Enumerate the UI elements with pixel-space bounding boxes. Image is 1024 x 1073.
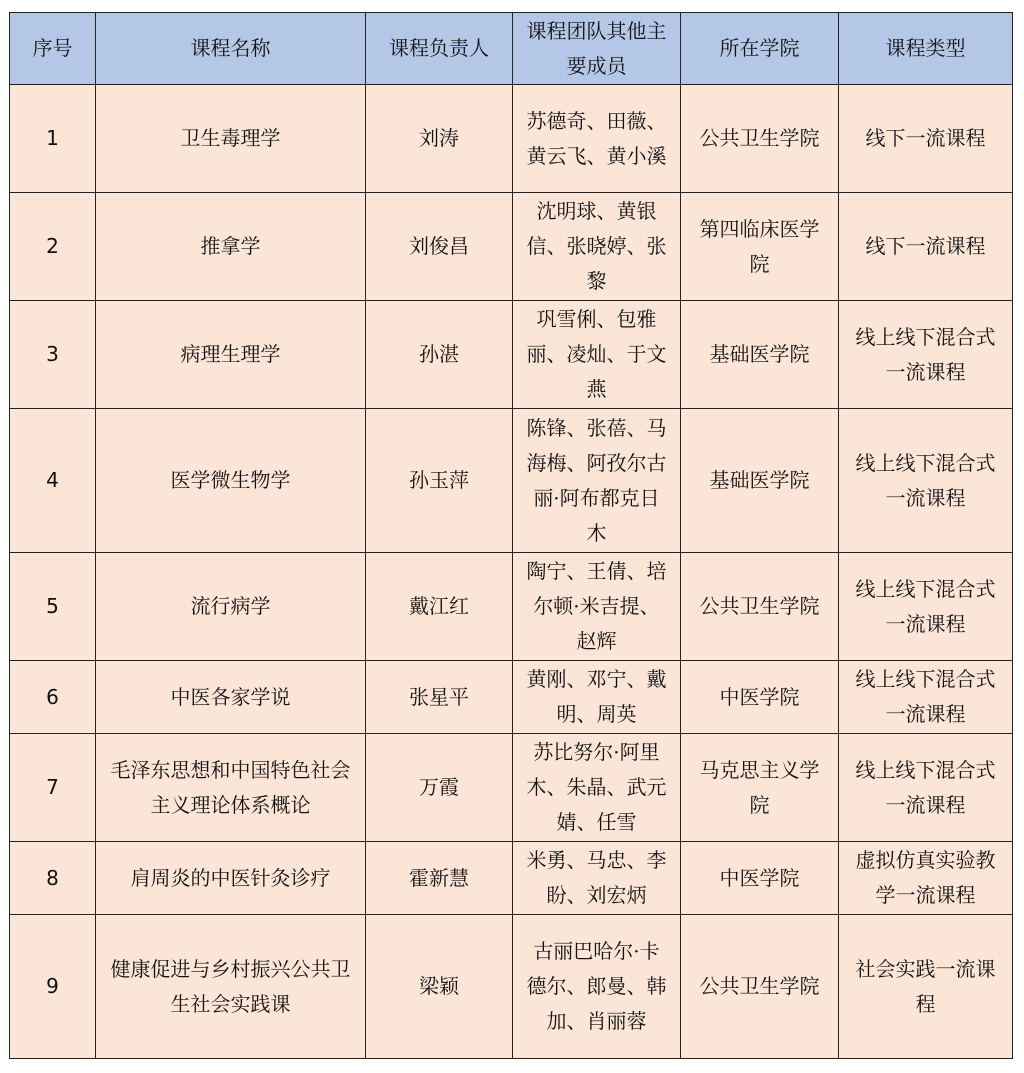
- course-name-text: 健康促进与乡村振兴公共卫生社会实践课: [110, 956, 351, 1016]
- course-table-container: [9, 12, 1013, 1059]
- table-row: [10, 85, 1013, 193]
- college-text: 第四临床医学院: [699, 216, 820, 276]
- cell-leader: 霍新慧: [366, 842, 513, 915]
- cell-team-members: [513, 193, 681, 301]
- college-text: 公共卫生学院: [699, 974, 820, 998]
- cell-course-name: 病理生理学: [96, 301, 366, 409]
- course-type-text: 线上线下混合式一流课程: [855, 450, 996, 510]
- cell-college: [681, 553, 839, 661]
- cell-college: [681, 915, 839, 1059]
- cell-course-name: 肩周炎的中医针灸诊疗: [96, 842, 366, 915]
- cell-leader: 刘涛: [366, 85, 513, 193]
- cell-team-members: [513, 915, 681, 1059]
- course-type-text: 线下一流课程: [865, 126, 986, 150]
- cell-leader: 刘俊昌: [366, 193, 513, 301]
- header-team-members: [513, 13, 681, 85]
- team-members-text: 苏德奇、田薇、黄云飞、黄小溪: [526, 108, 667, 168]
- course-type-text: 线上线下混合式一流课程: [855, 576, 996, 636]
- cell-course-name: [96, 915, 366, 1059]
- team-members-text: 米勇、马忠、李盼、刘宏炳: [526, 848, 667, 907]
- cell-college: [681, 409, 839, 553]
- table-row: [10, 409, 1013, 553]
- table-row: [10, 842, 1013, 915]
- cell-seq: 6: [10, 661, 96, 734]
- team-members-text: 黄刚、邓宁、戴明、周英: [526, 667, 667, 726]
- cell-course-name: 医学微生物学: [96, 409, 366, 553]
- cell-college: [681, 193, 839, 301]
- course-name-text: 毛泽东思想和中国特色社会主义理论体系概论: [110, 757, 351, 817]
- cell-team-members: [513, 85, 681, 193]
- cell-seq: 2: [10, 193, 96, 301]
- cell-seq: 5: [10, 553, 96, 661]
- cell-seq: 7: [10, 734, 96, 842]
- college-text: 公共卫生学院: [699, 126, 820, 150]
- cell-course-name: 流行病学: [96, 553, 366, 661]
- cell-leader: 戴江红: [366, 553, 513, 661]
- cell-course-name: 中医各家学说: [96, 661, 366, 734]
- table-row: [10, 553, 1013, 661]
- cell-team-members: [513, 842, 681, 915]
- cell-seq: 3: [10, 301, 96, 409]
- cell-team-members: [513, 301, 681, 409]
- header-seq: 序号: [10, 13, 96, 85]
- cell-college: [681, 301, 839, 409]
- cell-leader: 张星平: [366, 661, 513, 734]
- team-members-text: 陈锋、张蓓、马海梅、阿孜尔古丽·阿布都克日木: [526, 415, 667, 545]
- course-table: [9, 12, 1013, 1059]
- table-row: [10, 915, 1013, 1059]
- cell-team-members: [513, 734, 681, 842]
- cell-college: [681, 734, 839, 842]
- cell-course-type: [839, 301, 1013, 409]
- cell-course-type: [839, 193, 1013, 301]
- header-course-name: 课程名称: [96, 13, 366, 85]
- college-text: 中医学院: [719, 865, 800, 890]
- cell-course-type: [839, 734, 1013, 842]
- cell-leader: 梁颖: [366, 915, 513, 1059]
- cell-course-type: [839, 661, 1013, 734]
- team-members-text: 沈明球、黄银信、张晓婷、张黎: [526, 199, 667, 293]
- college-text: 基础医学院: [709, 342, 810, 366]
- course-type-text: 线上线下混合式一流课程: [855, 667, 996, 726]
- cell-college: [681, 661, 839, 734]
- cell-team-members: [513, 553, 681, 661]
- table-row: [10, 734, 1013, 842]
- table-row: [10, 661, 1013, 734]
- course-type-text: 线上线下混合式一流课程: [855, 757, 996, 817]
- course-type-text: 线上线下混合式一流课程: [855, 324, 996, 384]
- cell-course-name: 推拿学: [96, 193, 366, 301]
- header-leader: 课程负责人: [366, 13, 513, 85]
- college-text: 中医学院: [719, 684, 800, 709]
- cell-leader: 万霞: [366, 734, 513, 842]
- table-row: [10, 301, 1013, 409]
- cell-course-type: [839, 915, 1013, 1059]
- cell-seq: 9: [10, 915, 96, 1059]
- college-text: 公共卫生学院: [699, 594, 820, 618]
- college-text: 基础医学院: [709, 468, 810, 492]
- course-type-text: 线下一流课程: [865, 234, 986, 258]
- cell-course-name: 卫生毒理学: [96, 85, 366, 193]
- team-members-text: 巩雪俐、包雅丽、凌灿、于文燕: [526, 307, 667, 401]
- college-text: 马克思主义学院: [699, 757, 820, 817]
- header-team-members-label: 课程团队其他主要成员: [526, 18, 667, 78]
- course-type-text: 社会实践一流课程: [855, 956, 996, 1016]
- cell-leader: 孙湛: [366, 301, 513, 409]
- table-row: [10, 193, 1013, 301]
- cell-course-name: [96, 734, 366, 842]
- cell-leader: 孙玉萍: [366, 409, 513, 553]
- header-row: [10, 13, 1013, 85]
- cell-college: [681, 842, 839, 915]
- team-members-text: 古丽巴哈尔·卡德尔、郎曼、韩加、肖丽蓉: [526, 939, 667, 1033]
- cell-course-type: [839, 553, 1013, 661]
- team-members-text: 陶宁、王倩、培尔顿·米吉提、赵辉: [526, 559, 667, 653]
- cell-course-type: [839, 842, 1013, 915]
- course-type-text: 虚拟仿真实验教学一流课程: [855, 848, 996, 907]
- cell-seq: 4: [10, 409, 96, 553]
- cell-course-type: [839, 85, 1013, 193]
- header-college: 所在学院: [681, 13, 839, 85]
- cell-team-members: [513, 409, 681, 553]
- header-course-type: 课程类型: [839, 13, 1013, 85]
- cell-college: [681, 85, 839, 193]
- cell-seq: 8: [10, 842, 96, 915]
- team-members-text: 苏比努尔·阿里木、朱晶、武元婧、任雪: [526, 740, 667, 834]
- cell-course-type: [839, 409, 1013, 553]
- cell-seq: 1: [10, 85, 96, 193]
- cell-team-members: [513, 661, 681, 734]
